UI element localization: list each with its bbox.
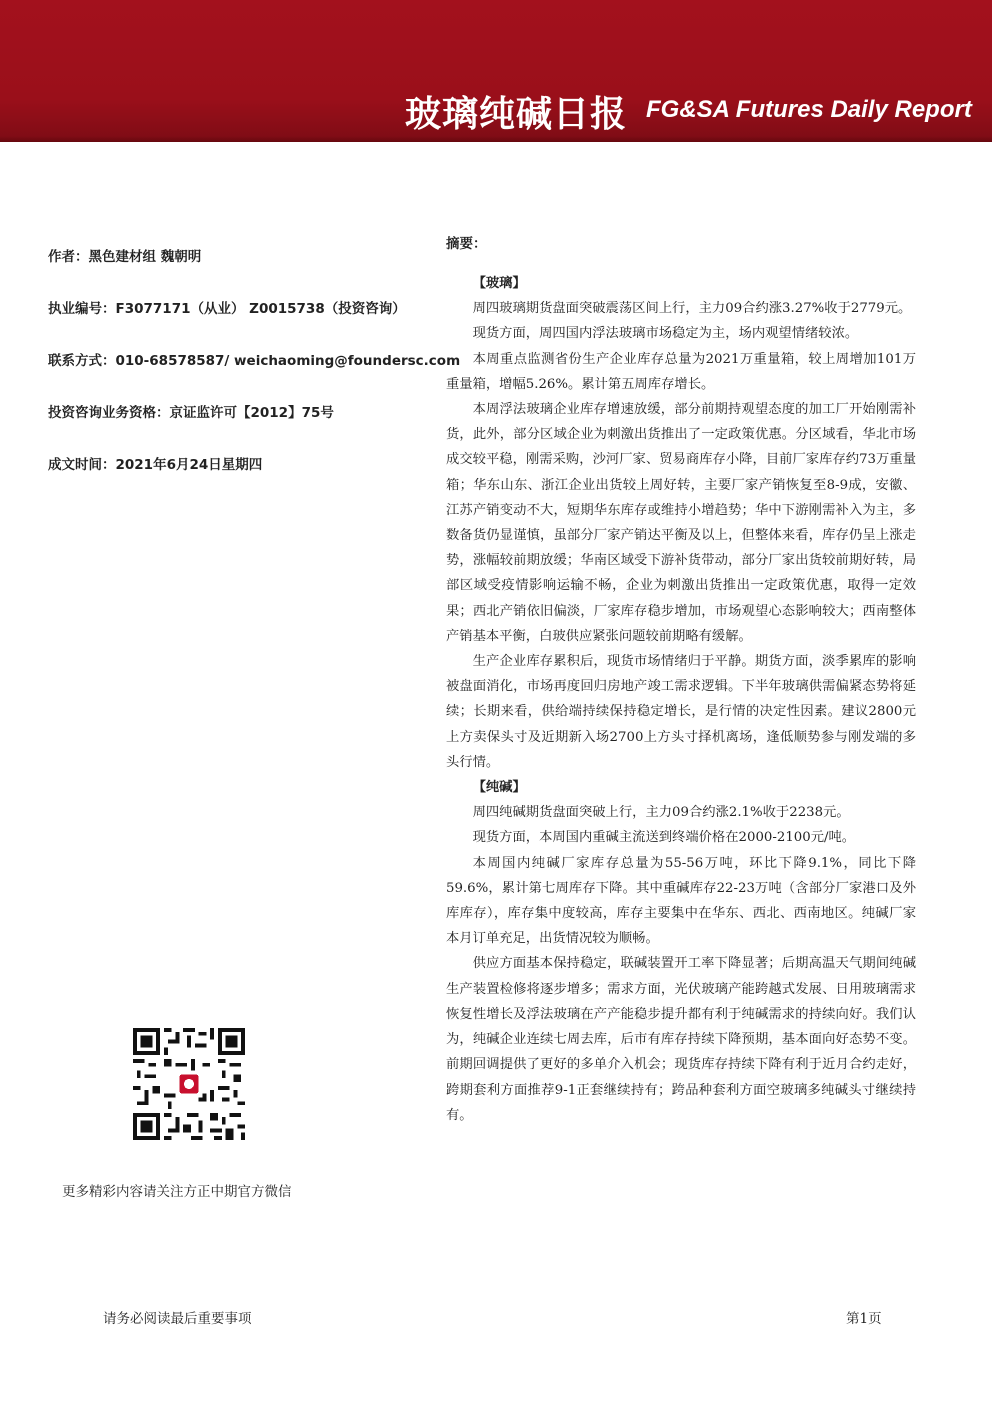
- summary-body: [446, 271, 916, 1128]
- soda-section-title: 【纯碱】: [472, 780, 526, 796]
- report-title-cn: 玻璃纯碱日报: [405, 94, 628, 135]
- soda-paragraph: 本周国内纯碱厂家库存总量为55-56万吨，环比下降9.1%，同比下降59.6%，累计第七周库存下降。其中重碱库存22-23万吨（含部分厂家港口及外库库存），库存集中度较高，库存主要集中在华东、西北、西南地区。纯碱厂家本月订单充足，出货情况较为顺畅。: [446, 855, 916, 947]
- report-title-en: FG&SA Futures Daily Report: [646, 96, 972, 123]
- glass-paragraph: 生产企业库存累积后，现货市场情绪归于平静。期货方面，淡季累库的影响被盘面消化，市场再度回归房地产竣工需求逻辑。下半年玻璃供需偏紧态势将延续；长期来看，供给端持续保持稳定增长，是行情的决定性因素。建议2800元上方卖保头寸及近期新入场2700上方头寸择机离场，逢低顺势参与刚发端的多头行情。: [446, 654, 916, 770]
- page-number: 第1页: [846, 1311, 882, 1327]
- glass-paragraph: 周四玻璃期货盘面突破震荡区间上行，主力09合约涨3.27%收于2779元。: [472, 301, 912, 317]
- license-line: 执业编号：F3077171（从业） Z0015738（投资咨询）: [48, 301, 406, 317]
- glass-paragraph: 本周重点监测省份生产企业库存总量为2021万重量箱，较上周增加101万重量箱，增幅5.26%。累计第五周库存增长。: [446, 351, 916, 392]
- soda-paragraph: 现货方面，本周国内重碱主流送到终端价格在2000-2100元/吨。: [472, 830, 856, 846]
- qr-code-icon: [133, 1028, 245, 1140]
- soda-paragraph: 供应方面基本保持稳定，联碱装置开工率下降显著；后期高温天气期间纯碱生产装置检修将逐步增多；需求方面，光伏玻璃产能跨越式发展、日用玻璃需求恢复性增长及浮法玻璃在产产能稳步提升都有利于纯碱需求的持续向好。我们认为，纯碱企业连续七周去库，后市有库存持续下降预期，基本面向好态势不变。前期回调提供了更好的多单介入机会；现货库存持续下降有利于近月合约走好，跨期套利方面推荐9-1正套继续持有；跨品种套利方面空玻璃多纯碱头寸继续持有。: [446, 956, 916, 1123]
- soda-paragraph: 周四纯碱期货盘面突破上行，主力09合约涨2.1%收于2238元。: [472, 805, 850, 821]
- header-banner: [0, 0, 992, 142]
- glass-paragraph: 现货方面，周四国内浮法玻璃市场稳定为主，场内观望情绪较浓。: [472, 326, 859, 342]
- summary-heading: 摘要：: [446, 236, 487, 252]
- glass-paragraph: 本周浮法玻璃企业库存增速放缓，部分前期持观望态度的加工厂开始刚需补货，此外，部分区域企业为刺激出货推出了一定政策优惠。分区域看，华北市场成交较平稳，刚需采购，沙河厂家、贸易商库存小降，目前厂家库存约73万重量箱；华东山东、浙江企业出货较上周好转，主要厂家产销恢复至8-9成，安徽、江苏产销变动不大，短期华东库存或维持小增趋势；华中下游刚需补入为主，多数备货仍显谨慎，虽部分厂家产销达平衡及以上，但整体来看，库存仍呈上涨走势，涨幅较前期放缓；华南区域受下游补货带动，部分厂家出货较前期好转，局部区域受疫情影响运输不畅，企业为刺激出货推出一定政策优惠，取得一定效果；西北产销依旧偏淡，厂家库存稳步增加，市场观望心态影响较大；西南整体产销基本平衡，白玻供应紧张问题较前期略有缓解。: [446, 402, 916, 644]
- glass-section-title: 【玻璃】: [472, 276, 526, 291]
- qualification-line: 投资咨询业务资格：京证监许可【2012】75号: [48, 405, 334, 421]
- footer-disclaimer-note: 请务必阅读最后重要事项: [103, 1311, 252, 1327]
- author-line: 作者：黑色建材组 魏朝明: [48, 249, 202, 265]
- qr-caption: 更多精彩内容请关注方正中期官方微信: [62, 1184, 292, 1200]
- contact-line[interactable]: 联系方式：010-68578587/ weichaoming@foundersc.com: [48, 353, 461, 369]
- date-line: 成文时间：2021年6月24日星期四: [48, 457, 263, 473]
